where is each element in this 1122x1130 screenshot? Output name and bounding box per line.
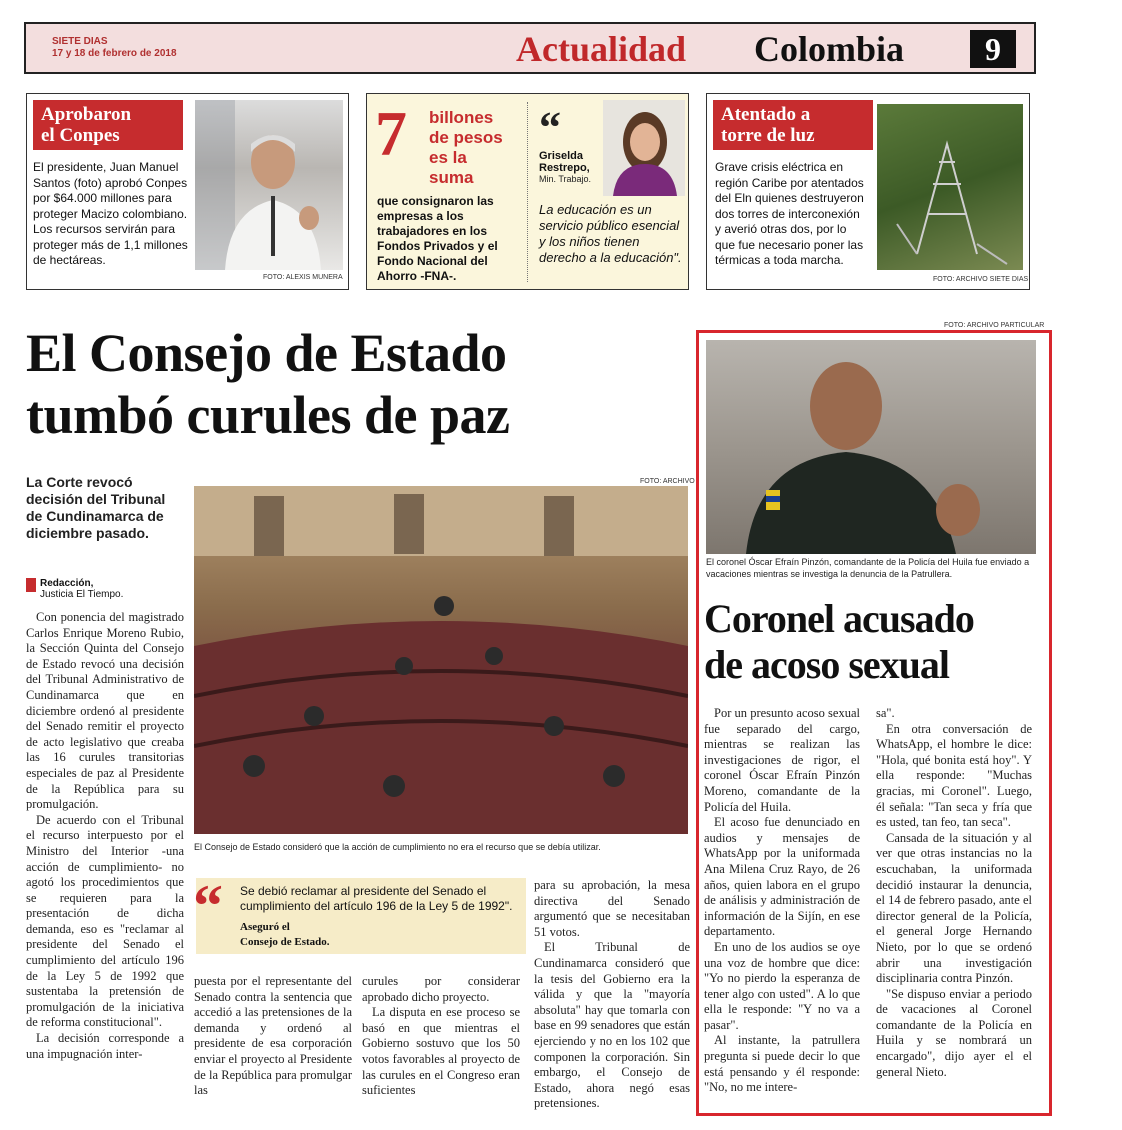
photo-griselda <box>603 100 685 196</box>
main-column-3 <box>362 974 520 1099</box>
big-number: 7 <box>375 98 407 169</box>
side-headline: Coronel acusado de acoso sexual <box>704 596 974 687</box>
section-name-actualidad: Actualidad <box>516 29 687 69</box>
brief-atentado <box>706 93 1030 290</box>
brief-conpes-credit: FOTO: ALEXIS MUNERA <box>263 274 343 281</box>
main-headline: El Consejo de Estado tumbó curules de paz <box>26 323 510 445</box>
billones-text: que consignaron las empresas a los trabajadores en los Fondos Privados y el Fondo Nacional del Ahorro -FNA-. <box>377 194 498 283</box>
minister-role: Min. Trabajo. <box>539 174 592 184</box>
publication-date: 17 y 18 de febrero de 2018 <box>52 48 177 59</box>
billones-highlight: billones de pesos es la suma <box>429 108 503 187</box>
quote-mark-icon: “ <box>539 103 561 152</box>
main-photo-caption: El Consejo de Estado consideró que la acción de cumplimiento no era el recurso que se debía utilizar. <box>194 842 601 852</box>
photo-tower <box>877 104 1023 270</box>
photo-coronel <box>706 340 1036 554</box>
main-paragraph: para su aprobación, la mesa directiva del Senado argumentó que se necesitaban 51 votos. <box>534 878 690 939</box>
main-paragraph: curules por considerar aprobado dicho proyecto. <box>362 974 520 1004</box>
photo-santos <box>195 100 343 270</box>
page-number: 9 <box>970 30 1016 68</box>
publication-name: SIETE DIAS <box>52 36 108 47</box>
section-name-colombia: Colombia <box>754 29 905 69</box>
brief-conpes <box>26 93 349 290</box>
brief-conpes-text: El presidente, Juan Manuel Santos (foto) aprobó Conpes por $64.000 millones para proteger Macizo colombiano. Los recursos servirán para proteger más de 1,1 millones de hectáreas. <box>33 160 188 267</box>
side-column-right <box>876 706 1032 1080</box>
side-photo-caption: El coronel Óscar Efraín Pinzón, comandante de la Policía del Huila fue enviado a vacaciones mientras se investiga la denuncia de la Patrullera. <box>706 557 1030 579</box>
column-divider <box>527 102 528 282</box>
main-kicker: La Corte revocó decisión del Tribunal de Cundinamarca de diciembre pasado. <box>26 474 166 541</box>
side-paragraph: El acoso fue denunciado en audios y mensajes de WhatsApp por la uniformada Ana Milena Cruz Rayo, de 26 años, quien labora en el grupo de análisis y administración de información de la Sijín, en ese departamento. <box>704 815 860 939</box>
side-paragraph: En otra conversación de WhatsApp, el hombre le dice: "Hola, qué bonita está hoy". Y ella responde: "Muchas gracias, mi Coronel". Luego, él señala: "Tan seca y fría que es usted, tan feo, tan seca". <box>876 721 1032 830</box>
side-column-left <box>704 706 860 1096</box>
main-paragraph: La decisión corresponde a una impugnación inter- <box>26 1031 184 1061</box>
byline: Redacción, Justicia El Tiempo. <box>40 578 124 600</box>
brief-atentado-title: Atentado a torre de luz <box>713 100 873 150</box>
brief-conpes-title: Aprobaron el Conpes <box>33 100 183 150</box>
side-paragraph: Por un presunto acoso sexual fue separado del cargo, mientras se realizan las investigaciones de rigor, el coronel Óscar Efraín Pinzón Moreno, comandante de la Policía del Huila. <box>704 706 860 814</box>
side-paragraph: Al instante, la patrullera pregunta si puede decir lo que está pensando y él responde: "No, no me intere- <box>704 1033 860 1095</box>
side-paragraph: En uno de los audios se oye una voz de hombre que dice: "Yo no pierdo la esperanza de tener algo con usted". A lo que ella le responde: "Y no va a pasar". <box>704 939 860 1032</box>
main-paragraph: puesta por el representante del Senado contra la sentencia que accedió a las pretensiones de la demanda y ordenó al presidente de esa corporación enviar el proyecto al Presidente de la República para promulgar las <box>194 974 352 1098</box>
pull-quote-icon: “ <box>193 873 223 939</box>
minister-quote: La educación es un servicio público esencial y los niños tienen derecho a la educación". <box>539 202 682 265</box>
photo-senate-chamber <box>194 486 688 834</box>
main-column-1 <box>26 610 184 1062</box>
main-paragraph: La disputa en ese proceso se basó en que mientras el Gobierno sostuvo que los 50 votos favorables al proyecto de las curules en el Congreso eran suficientes <box>362 1005 520 1098</box>
side-paragraph: "Se dispuso enviar a periodo de vacaciones al Coronel comandante de la Policía en Huila y se nombrará un encargado", dijo ayer el el general Nieto. <box>876 986 1032 1079</box>
page-header <box>24 22 1036 74</box>
brief-billones <box>366 93 689 290</box>
main-column-2 <box>194 974 352 1099</box>
pull-quote-source: Aseguró el Consejo de Estado. <box>240 921 330 948</box>
pull-quote-text: Se debió reclamar al presidente del Senado el cumplimiento del artículo 196 de la Ley 5 de 1992". <box>240 884 513 913</box>
main-column-4 <box>534 878 690 1112</box>
main-paragraph: Con ponencia del magistrado Carlos Enrique Moreno Rubio, la Sección Quinta del Consejo de Estado revocó una decisión del Tribunal Administrativo de Cundinamarca que en diciembre ordenó al presidente del Senado remitir el proyecto de acto legislativo que creaba las 16 curules transitorias especiales de paz al Presidente de la República para su promulgación. <box>26 610 184 812</box>
side-paragraph: Cansada de la situación y al ver que otras instancias no la escuchaban, la uniformada decidió instaurar la denuncia, el 14 de febrero pasado, ante el director general de la Policía, el general Jorge Hernando Nieto, por lo que se ordenó abrir una investigación disciplinaria contra Pinzón. <box>876 830 1032 986</box>
main-photo-credit: FOTO: ARCHIVO <box>640 478 695 485</box>
brief-atentado-text: Grave crisis eléctrica en región Caribe por atentados del Eln quienes destruyeron dos torres de interconexión y averió otras dos, por lo que fue necesario poner las térmicas a toda marcha. <box>715 160 864 267</box>
side-paragraph: sa". <box>876 706 895 720</box>
publication-meta <box>52 36 192 60</box>
main-paragraph: De acuerdo con el Tribunal el recurso interpuesto por el Ministro del Interior -una acción de cumplimiento- no agotó los procedimientos que se requieren para la presentación de dicha demanda, eso es "reclamar al presidente del Senado el cumplimiento del artículo 196 de la Ley 5 de 1992 que sustentaba la pretensión de promulgación de la iniciativa de reforma constitucional". <box>26 812 184 1030</box>
byline-marker <box>26 578 36 592</box>
minister-name: Griselda Restrepo, <box>539 150 590 174</box>
side-photo-credit: FOTO: ARCHIVO PARTICULAR <box>944 322 1045 329</box>
brief-atentado-credit: FOTO: ARCHIVO SIETE DIAS <box>933 276 1029 283</box>
main-paragraph: El Tribunal de Cundinamarca consideró que la tesis del Gobierno era la válida y que la "mayoría absoluta" hay que tomarla con base en 99 senadores que están ejerciendo y no en los 102 que componen la corporación. Sin embargo, el Consejo de Estado, ahora negó esas pretensiones. <box>534 940 690 1111</box>
